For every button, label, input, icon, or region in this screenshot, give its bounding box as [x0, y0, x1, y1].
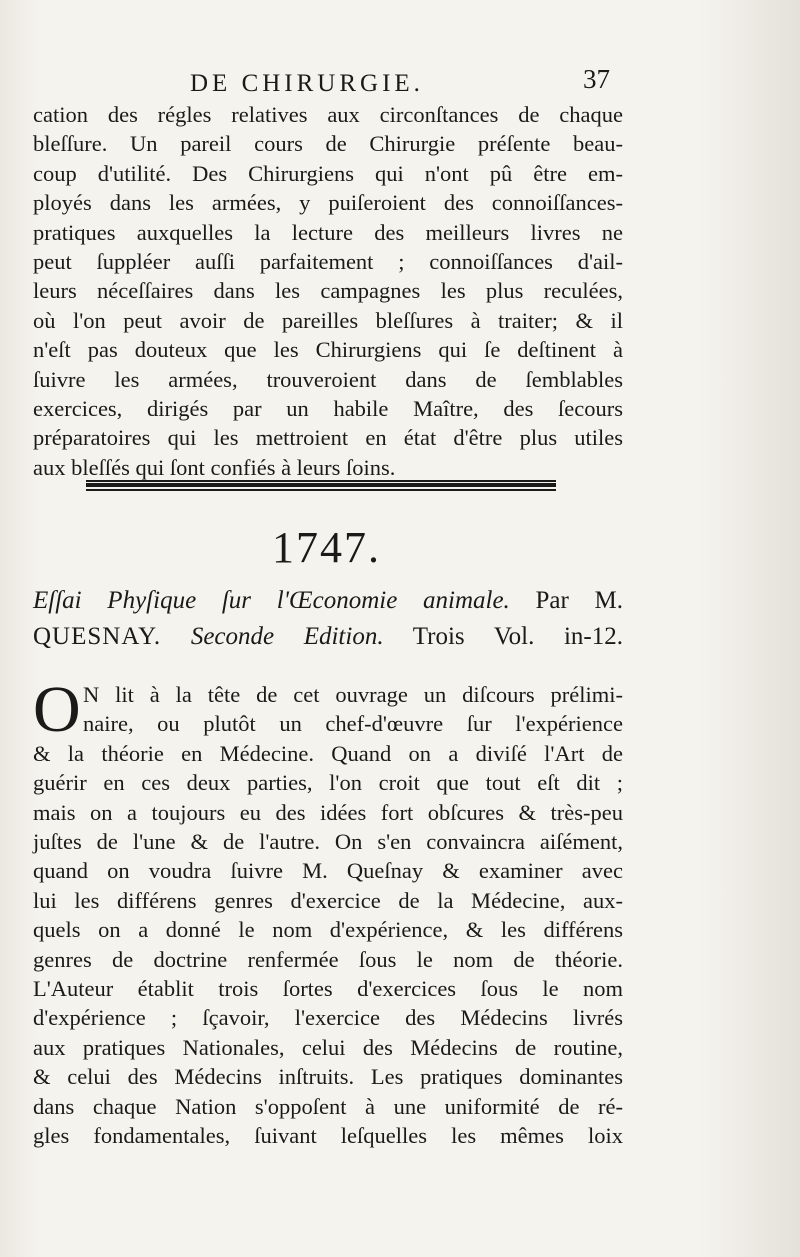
- book-title-line-1: [33, 583, 623, 619]
- text-line: quels on a donné le nom d'expérience, & les différens: [33, 917, 623, 943]
- text-line: aux pratiques Nationales, celui des Médecins de routine,: [33, 1034, 623, 1060]
- text-line: ſuivre les armées, trouveroient dans de ſemblables: [33, 366, 623, 392]
- text-line: peut ſuppléer auſſi parfaitement ; connoiſſances d'ail-: [33, 249, 623, 275]
- text-line: & celui des Médecins inſtruits. Les pratiques dominantes: [33, 1064, 623, 1090]
- section-year-heading: 1747.: [272, 523, 381, 572]
- book-edition: Seconde Edition.: [190, 623, 384, 650]
- text-line: & la théorie en Médecine. Quand on a diviſé l'Art de: [33, 740, 623, 766]
- text-line: L'Auteur établit trois ſortes d'exercices ſous le nom: [33, 976, 623, 1002]
- book-volumes: Trois Vol. in-12.: [412, 623, 623, 650]
- text-line: quand on voudra ſuivre M. Queſnay & examiner avec: [33, 858, 623, 884]
- running-head-title: DE CHIRURGIE.: [190, 70, 424, 97]
- text-line: leurs néceſſaires dans les campagnes les plus reculées,: [33, 278, 623, 304]
- book-title-italic: Eſſai Phyſique ſur l'Œconomie animale.: [33, 587, 510, 614]
- text-line: guérir en ces deux parties, l'on croit que tout eſt dit ;: [33, 770, 623, 796]
- text-line: préparatoires qui les mettroient en état d'être plus utiles: [33, 425, 623, 451]
- text-line: pratiques auxquelles la lecture des meilleurs livres ne: [33, 219, 623, 245]
- drop-cap-initial: O: [33, 673, 81, 746]
- text-line: d'expérience ; ſçavoir, l'exercice des Médecins livrés: [33, 1005, 623, 1031]
- text-line: dans chaque Nation s'oppoſent à une uniformité de ré-: [33, 1093, 623, 1119]
- book-title-by: Par M.: [535, 587, 623, 614]
- book-title-line-2: [33, 619, 623, 655]
- text-line: ployés dans les armées, y puiſeroient des connoiſſances-: [33, 190, 623, 216]
- rule-thin-top: [86, 480, 556, 482]
- rule-thick: [86, 483, 556, 487]
- section-divider-rule: [86, 480, 556, 492]
- text-line: gles fondamentales, ſuivant leſquelles les mêmes loix: [33, 1123, 623, 1149]
- text-line: où l'on peut avoir de pareilles bleſſures à traiter; & il: [33, 307, 623, 333]
- paragraph-continued: [33, 100, 623, 482]
- text-line: cation des régles relatives aux circonſtances de chaque: [33, 102, 623, 127]
- text-line: exercices, dirigés par un habile Maître, des ſecours: [33, 396, 623, 422]
- text-line: mais on a toujours eu des idées fort obſcures & très-peu: [33, 799, 623, 825]
- text-line: naire, ou plutôt un chef-d'œuvre ſur l'expérience: [83, 711, 623, 737]
- text-line: genres de doctrine renfermée ſous le nom de théorie.: [33, 946, 623, 972]
- text-line: n'eſt pas douteux que les Chirurgiens qui ſe deſtinent à: [33, 337, 623, 363]
- text-line: juſtes de l'une & de l'autre. On s'en convaincra aiſément,: [33, 829, 623, 855]
- text-line: N lit à la tête de cet ouvrage un diſcours prélimi-: [83, 682, 623, 707]
- book-title-entry: [33, 583, 623, 655]
- book-author: QUESNAY.: [33, 623, 162, 650]
- text-line: bleſſure. Un pareil cours de Chirurgie préſente beau-: [33, 131, 623, 157]
- text-line: lui les différens genres d'exercice de la Médecine, aux-: [33, 887, 623, 913]
- paragraph-review: [33, 673, 623, 1151]
- text-line: coup d'utilité. Des Chirurgiens qui n'ont pû être em-: [33, 160, 623, 186]
- text-line: aux bleſſés qui ſont confiés à leurs ſoins.: [33, 454, 396, 480]
- page-number: 37: [583, 64, 610, 94]
- rule-thin-bottom: [86, 489, 556, 491]
